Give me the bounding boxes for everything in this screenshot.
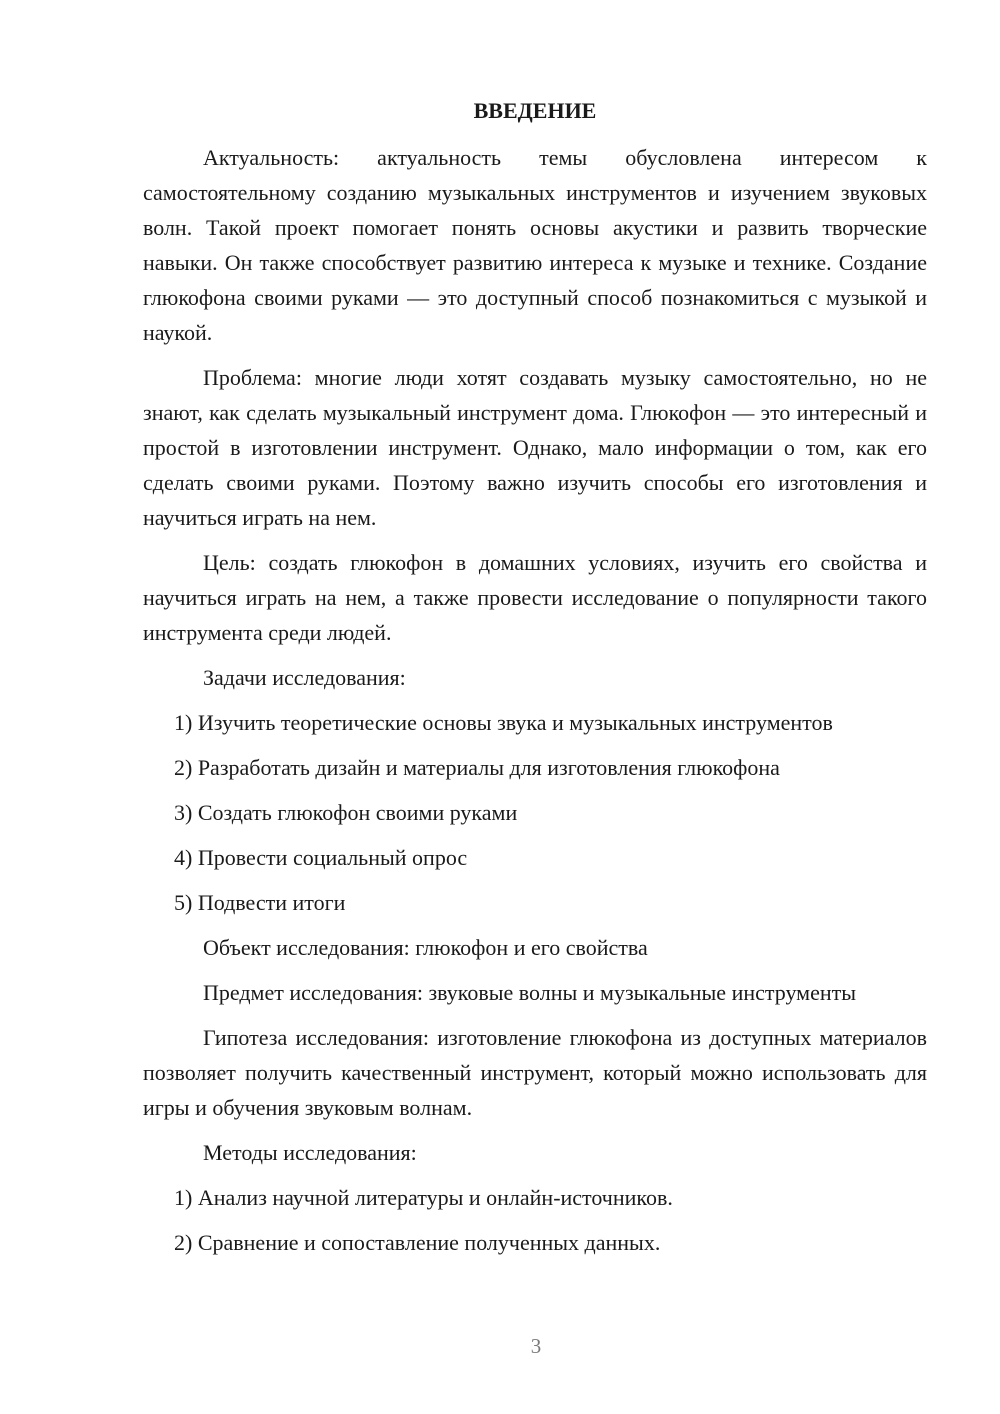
tasks-heading: Задачи исследования: <box>203 665 406 690</box>
problem-paragraph: Проблема: многие люди хотят создавать музыку самостоятельно, но не знают, как сделать музыкальный инструмент дома. Глюкофон — это интересный и простой в изготовлении инструмент. Однако, мало информации о том, как его сделать своими руками. Поэтому важно изучить способы его изготовления и научиться играть на нем. <box>143 365 927 530</box>
list-item: 1) Изучить теоретические основы звука и музыкальных инструментов <box>174 710 833 735</box>
list-item: 3) Создать глюкофон своими руками <box>174 800 518 825</box>
subject-paragraph: Предмет исследования: звуковые волны и музыкальные инструменты <box>203 980 857 1005</box>
page-content <box>143 96 927 1270</box>
methods-list <box>143 1180 927 1260</box>
list-item: 5) Подвести итоги <box>174 890 346 915</box>
relevance-paragraph: Актуальность: актуальность темы обусловлена интересом к самостоятельному созданию музыкальных инструментов и изучением звуковых волн. Такой проект помогает понять основы акустики и развить творческие навыки. Он также способствует развитию интереса к музыке и технике. Создание глюкофона своими руками — это доступный способ познакомиться с музыкой и наукой. <box>143 145 927 345</box>
list-item: 2) Разработать дизайн и материалы для изготовления глюкофона <box>174 755 780 780</box>
list-item: 1) Анализ научной литературы и онлайн-источников. <box>174 1185 673 1210</box>
tasks-list <box>143 705 927 920</box>
page-number: 3 <box>530 1334 542 1358</box>
page-title: ВВЕДЕНИЕ <box>473 98 597 123</box>
methods-heading: Методы исследования: <box>203 1140 417 1165</box>
object-line: Объект исследования: глюкофон и его свойства <box>203 935 648 960</box>
hypothesis-paragraph: Гипотеза исследования: изготовление глюкофона из доступных материалов позволяет получить качественный инструмент, который можно использовать для игры и обучения звуковым волнам. <box>143 1025 927 1120</box>
goal-paragraph: Цель: создать глюкофон в домашних условиях, изучить его свойства и научиться играть на нем, а также провести исследование о популярности такого инструмента среди людей. <box>143 550 927 645</box>
list-item: 4) Провести социальный опрос <box>174 845 468 870</box>
list-item: 2) Сравнение и сопоставление полученных данных. <box>174 1230 661 1255</box>
